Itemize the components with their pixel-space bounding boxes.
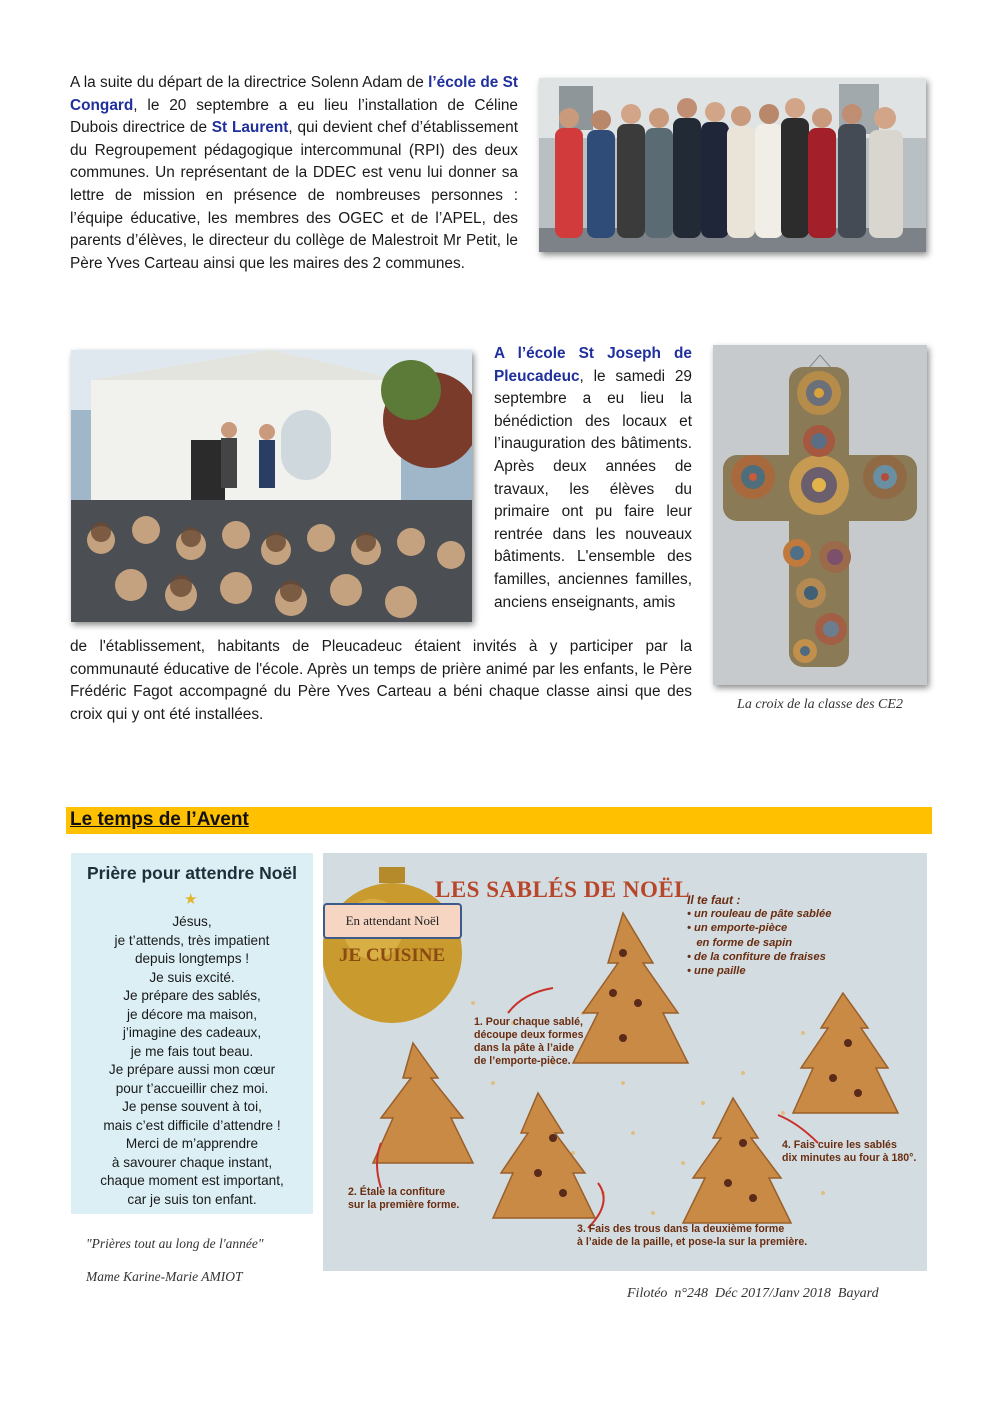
prayer-line: Je suis excité.: [149, 969, 235, 985]
prayer-line: je décore ma maison,: [127, 1006, 257, 1022]
recipe-step-2: [348, 1186, 459, 1212]
prayer-line: Je prépare aussi mon cœur: [108, 1062, 276, 1077]
recipe-step-3: [577, 1223, 807, 1249]
recipe-ingredients: [687, 893, 887, 978]
link-ecole-st-joseph: A l’école St Joseph de Pleucadeuc: [494, 345, 692, 385]
badge-label: En attendant Noël: [345, 913, 440, 928]
step-line: 2. Étale la confiture: [348, 1186, 446, 1198]
prayer-source: "Prières tout au long de l'année": [86, 1236, 264, 1251]
group-photo: [539, 78, 926, 252]
group-photo-illustration: [539, 78, 926, 252]
ingredient: • un rouleau de pâte sablée: [687, 908, 832, 921]
prayer-line: Jésus,: [172, 914, 212, 929]
prayer-line: à savourer chaque instant,: [111, 1154, 273, 1170]
prayer-lines: [71, 913, 313, 1209]
article2-full-text: de l'établissement, habitants de Pleucadeuc étaient invités à y participer par la communauté éducative de l'école. Après un temps de prière animé par les enfants, le Père Frédéric Fagot accompagné du Père Yves Carteau a béni chaque classe ainsi que des croix qui y ont été installées.: [70, 638, 692, 723]
prayer-line: pour t’accueillir chez moi.: [115, 1080, 269, 1096]
step-line: dix minutes au four à 180°.: [782, 1152, 917, 1164]
link-ecole-st-congard: l’école de St Congard: [70, 74, 518, 114]
step-line: 1. Pour chaque sablé,: [474, 1016, 583, 1028]
ingredients-title: Il te faut :: [687, 893, 741, 907]
prayer-line: je t’attends, très impatient: [114, 932, 270, 948]
cross-photo: [713, 345, 927, 685]
ornament-label: JE CUISINE: [339, 945, 446, 966]
ingredient: • une paille: [687, 965, 746, 978]
section-header-bar: [66, 807, 932, 834]
prayer-line: chaque moment est important,: [100, 1173, 284, 1188]
recipe-credit: Filotéo n°248 Déc 2017/Janv 2018 Bayard: [627, 1286, 879, 1301]
inauguration-photo-illustration: [71, 350, 472, 622]
article2-side-body: , le samedi 29 septembre a eu lieu la bénédiction des locaux et l’inauguration des bâtiments. Après deux années de travaux, les élèves du primaire ont pu faire leur rentrée dans les nouveaux bâtiments. L'ensemble des familles, anciennes familles, anciens enseignants, amis: [494, 367, 692, 611]
step-line: découpe deux formes: [474, 1029, 584, 1041]
badge-en-attendant-noel: [323, 903, 462, 939]
step-line: sur la première forme.: [348, 1199, 460, 1211]
article1-text-b: , le 20 septembre a eu lieu l’installation de Céline Dubois directrice de: [70, 96, 518, 137]
prayer-line: Je prépare des sablés,: [123, 988, 261, 1003]
ingredient: • un emporte-pièce: [687, 922, 788, 935]
inauguration-photo: [71, 350, 472, 622]
prayer-line: je me fais tout beau.: [130, 1043, 254, 1059]
prayer-line: Merci de m’apprendre: [125, 1136, 259, 1151]
recipe-title: LES SABLÉS DE NOËL: [435, 877, 691, 902]
prayer-author: Mame Karine-Marie AMIOT: [86, 1269, 243, 1284]
paper-cross-illustration: [713, 345, 927, 685]
article2-side-text: [494, 343, 692, 614]
prayer-line: j’imagine des cadeaux,: [122, 1025, 262, 1040]
section-title: Le temps de l’Avent: [70, 809, 249, 830]
prayer-line: car je suis ton enfant.: [127, 1191, 257, 1207]
ingredient: en forme de sapin: [687, 936, 793, 949]
article1-text-a: A la suite du départ de la directrice Solenn Adam de: [70, 74, 429, 91]
recipe-step-4: [782, 1139, 916, 1165]
step-line: de l’emporte-pièce.: [474, 1055, 571, 1067]
prayer-line: mais c’est difficile d’attendre !: [103, 1117, 281, 1133]
article-installation-text: [70, 72, 518, 275]
prayer-title: Prière pour attendre Noël: [86, 863, 298, 883]
prayer-line: Je pense souvent à toi,: [122, 1099, 262, 1114]
ingredient: • de la confiture de fraises: [687, 950, 826, 963]
step-line: 3. Fais des trous dans la deuxième forme: [577, 1223, 785, 1235]
step-line: dans la pâte à l’aide: [474, 1042, 575, 1054]
prayer-box: [71, 853, 313, 1214]
cross-caption: La croix de la classe des CE2: [737, 697, 903, 712]
prayer-line: depuis longtemps !: [134, 951, 250, 966]
recipe-step-1: [474, 1016, 584, 1068]
link-st-laurent: St Laurent: [211, 119, 289, 137]
article1-text-c: , qui devient chef d’établissement du Regroupement pédagogique intercommunal (RPI) des deux communes. Un représentant de la DDEC est venu lui donner sa lettre de mission en présence de nombreuses personnes : l’équipe éducative, les membres des OGEC et de l’APEL, des parents d’élèves, le directeur du collège de Malestroit Mr Petit, le Père Yves Carteau ainsi que les maires des 2 communes.: [70, 119, 518, 272]
star-icon: ★: [184, 891, 198, 908]
step-line: à l’aide de la paille, et pose-la sur la première.: [577, 1236, 808, 1248]
recipe-panel: [323, 853, 927, 1271]
step-line: 4. Fais cuire les sablés: [782, 1139, 897, 1151]
